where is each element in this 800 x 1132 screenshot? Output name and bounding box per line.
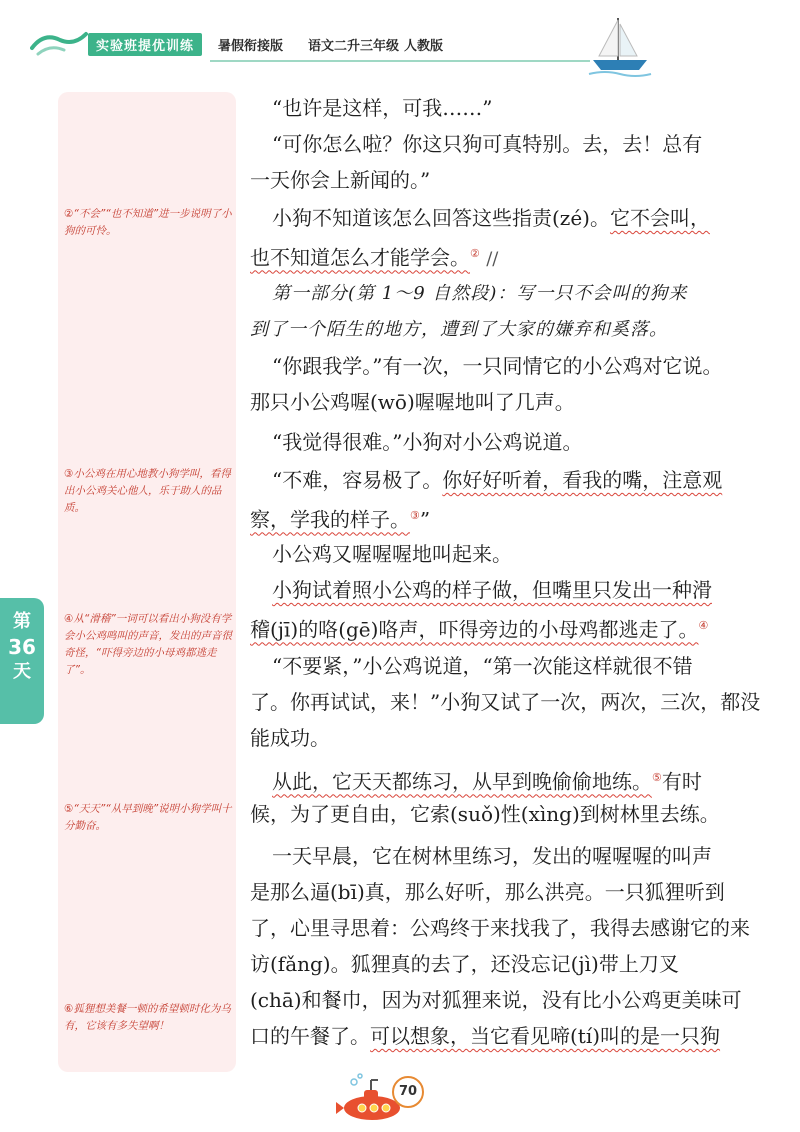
text-segment: 有时: [661, 769, 702, 794]
annotation-note-2: ②“不会”“也不知道”进一步说明了小狗的可怜。: [64, 208, 232, 237]
text-line: 了，心里寻思着：公鸡终于来找我了，我得去感谢它的来: [250, 916, 750, 940]
annotation-note-5: ⑤“天天”“从早到晚”说明小狗学叫十分勤奋。: [64, 803, 232, 832]
annotation-marker-2: ②: [470, 247, 480, 260]
text-line: “可你怎么啦？你这只狗可真特别。去，去！总有: [272, 132, 703, 156]
text-line: 能成功。: [250, 726, 330, 750]
text-line: 小公鸡又喔喔喔地叫起来。: [272, 542, 512, 566]
text-segment: 口的午餐了。: [250, 1024, 370, 1048]
text-line: “我觉得很难。”小狗对小公鸡说道。: [272, 430, 583, 454]
text-line: 候，为了更自由，它索(suǒ)性(xìng)到树林里去练。: [250, 802, 720, 826]
underlined-segment: 稽(jī)的咯(gē)咯声，吓得旁边的小母鸡都逃走了。: [250, 617, 699, 642]
text-line: 是那么逼(bī)真，那么好听，那么洪亮。一只狐狸听到: [250, 880, 725, 904]
underlined-segment: 你好好听着，看我的嘴，注意观: [442, 468, 723, 492]
text-line: “也许是这样，可我……”: [272, 96, 493, 120]
submarine-icon: [330, 1068, 450, 1128]
text-line: [250, 608, 770, 648]
text-line: [272, 760, 792, 800]
annotation-note-3: ③小公鸡在用心地教小狗学叫，看得出小公鸡关心他人，乐于助人的品质。: [64, 468, 231, 514]
text-line: “你跟我学。”有一次，一只同情它的小公鸡对它说。: [272, 354, 723, 378]
text-line: 了。你再试试，来！”小狗又试了一次，两次，三次，都没: [250, 690, 761, 714]
underlined-segment: 也不知道怎么才能学会。: [250, 245, 470, 270]
text-segment: ”: [419, 507, 431, 532]
text-line: [272, 572, 792, 608]
text-line: 那只小公鸡喔(wō)喔喔地叫了几声。: [250, 390, 575, 414]
text-line: [250, 1018, 770, 1054]
sailboat-icon: [585, 14, 655, 78]
subject-grade-label: 语文二升三年级: [308, 39, 400, 54]
underlined-segment: 从此，它天天都练习，从早到晚偷偷地练。: [272, 769, 652, 794]
text-line: [250, 498, 770, 538]
text-line: 一天你会上新闻的。”: [250, 168, 431, 192]
section-summary-line: 第一部分(第 1～9 自然段)：写一只不会叫的狗来: [272, 283, 688, 304]
text-line: 一天早晨，它在树林里练习，发出的喔喔喔的叫声: [272, 844, 712, 868]
annotation-marker-4: ④: [698, 619, 709, 632]
text-line: [272, 200, 792, 236]
edition-label: 暑假衔接版: [218, 39, 284, 54]
text-segment: 小狗不知道该怎么回答这些指责(zé)。: [272, 206, 610, 230]
annotation-note-6: ⑥狐狸想美餐一顿的希望顿时化为乌有，它该有多失望啊！: [64, 1003, 231, 1032]
series-title: 实验班提优训练: [88, 33, 202, 56]
annotation-marker-3: ③: [410, 509, 420, 522]
text-line: [272, 462, 792, 498]
underlined-segment: 小狗试着照小公鸡的样子做，但嘴里只发出一种滑: [272, 578, 712, 602]
day-tab-prefix: 第: [13, 611, 31, 632]
text-line: [250, 236, 770, 278]
day-tab-number: 36: [8, 635, 36, 659]
underlined-segment: 可以想象，当它看见啼(tí)叫的是一只狗: [370, 1024, 721, 1048]
day-tab: [0, 598, 44, 724]
section-summary-line: 到了一个陌生的地方，遭到了大家的嫌弃和奚落。: [250, 319, 668, 340]
text-line: (chā)和餐巾，因为对狐狸来说，没有比小公鸡更美味可: [250, 988, 742, 1012]
text-line: “不要紧，”小公鸡说道，“第一次能这样就很不错: [272, 654, 693, 678]
page-number: 70: [392, 1076, 424, 1108]
underlined-segment: 它不会叫，: [609, 206, 710, 230]
annotation-note-4: ④从“滑稽”一词可以看出小狗没有学会小公鸡鸣叫的声音，发出的声音很奇怪，“吓得旁边的小母鸡都逃走了”。: [64, 613, 232, 676]
day-tab-suffix: 天: [13, 661, 31, 682]
annotation-marker-5: ⑤: [652, 771, 662, 784]
series-logo-icon: [30, 26, 88, 56]
text-line: 访(fǎng)。狐狸真的去了，还没忘记(jì)带上刀叉: [250, 952, 679, 976]
text-segment: “不难，容易极了。: [272, 468, 443, 492]
publisher-label: 人教版: [404, 39, 444, 54]
underlined-segment: 察，学我的样子。: [250, 507, 410, 532]
section-divider-mark: //: [486, 248, 499, 270]
page-header: [0, 0, 800, 80]
header-divider: [210, 60, 590, 62]
